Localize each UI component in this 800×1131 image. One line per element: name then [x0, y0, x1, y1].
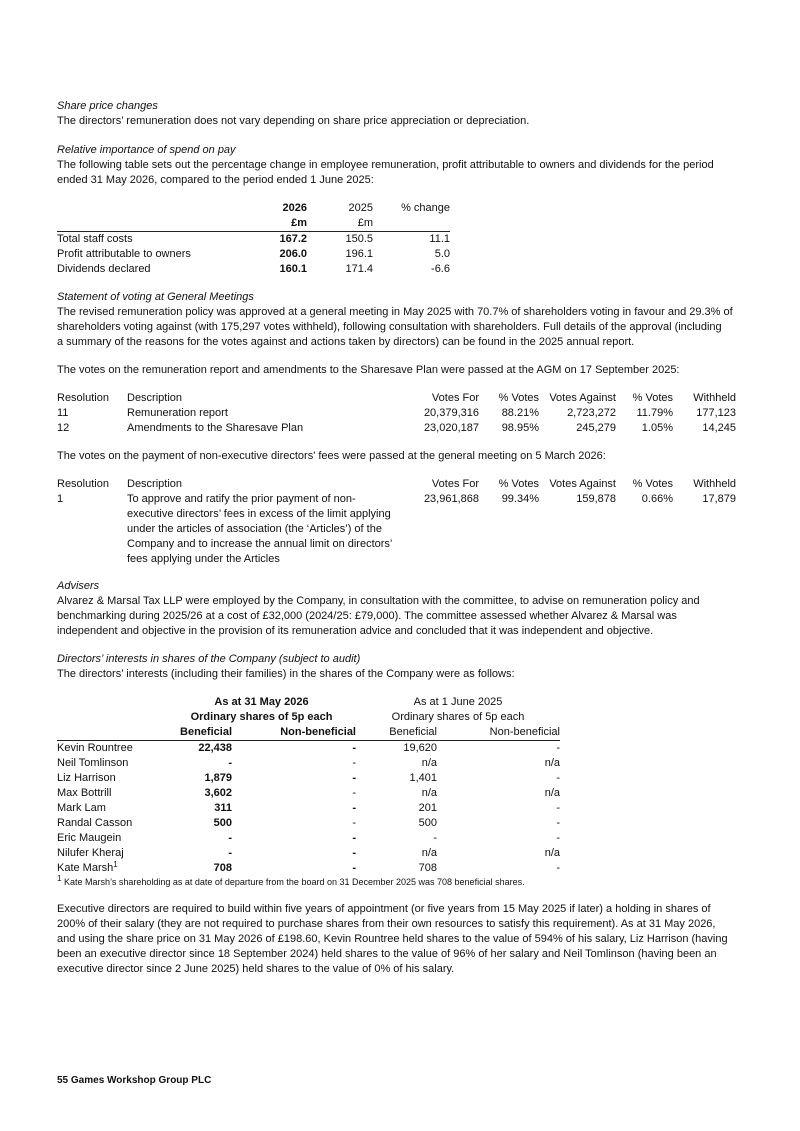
- description-line: fees applying under the Articles: [127, 553, 280, 565]
- voting-policy-line-3: a summary of the reasons for the votes against and actions taken by directors) can be found in the 2025 annual report.: [57, 336, 635, 348]
- gm-votes-table: [57, 477, 736, 567]
- pct-against: 11.79%: [636, 407, 673, 419]
- value-2026: 160.1: [279, 263, 307, 275]
- votes-against: 159,878: [576, 493, 616, 505]
- voting-policy-line-2: shareholders voting against (with 175,297 votes withheld), following consultation with shareholders. Full details of the approval (including: [57, 321, 722, 333]
- description-line: executive directors’ fees in excess of the limit applying: [127, 508, 391, 520]
- pct-against-header: % Votes: [632, 478, 673, 490]
- director-name: Neil Tomlinson: [57, 757, 129, 769]
- pct-for-header: % Votes: [498, 478, 539, 490]
- non-beneficial-2025: -: [556, 832, 560, 844]
- advisers-line-1: Alvarez & Marsal Tax LLP were employed by the Company, in consultation with the committee, to advise on remuneration policy and: [57, 595, 700, 607]
- col-2026-header: 2026: [282, 202, 307, 214]
- pct-for-header: % Votes: [498, 392, 539, 404]
- beneficial-2025: 19,620: [403, 742, 437, 754]
- non-beneficial-2026: -: [352, 817, 356, 829]
- description-header: Description: [127, 478, 183, 490]
- votes-for: 23,961,868: [423, 493, 479, 505]
- description-line: Company and to increase the annual limit on directors’: [127, 538, 393, 550]
- page-footer: 55 Games Workshop Group PLC: [57, 1075, 212, 1086]
- advisers-heading: Advisers: [57, 580, 100, 592]
- table-row: [57, 262, 450, 277]
- beneficial-2026: -: [228, 757, 232, 769]
- non-beneficial-2025: -: [556, 862, 560, 874]
- non-beneficial-2025-header: Non-beneficial: [437, 725, 560, 741]
- director-name: Randal Casson: [57, 817, 133, 829]
- row-label: Profit attributable to owners: [57, 248, 191, 260]
- beneficial-2026: 22,438: [198, 742, 232, 754]
- votes-for: 23,020,187: [423, 422, 479, 434]
- non-beneficial-2025: n/a: [544, 787, 560, 799]
- votes-against-header: Votes Against: [549, 392, 616, 404]
- director-name: Mark Lam: [57, 802, 106, 814]
- directors-interests-table: [57, 695, 560, 876]
- row-label: Dividends declared: [57, 263, 151, 275]
- non-beneficial-2025: n/a: [544, 847, 560, 859]
- beneficial-2026: 1,879: [204, 772, 232, 784]
- non-beneficial-2025: -: [556, 817, 560, 829]
- resolution-number: 11: [57, 407, 69, 419]
- value-change: 11.1: [429, 233, 450, 245]
- table-row: [57, 406, 736, 421]
- holding-line-1: Executive directors are required to build within five years of appointment (or five years from 15 May 2025 if later) a holding in shares of: [57, 903, 711, 915]
- director-name: Kevin Rountree: [57, 742, 133, 754]
- gm-votes-intro: The votes on the payment of non-executive directors' fees were passed at the general meeting on 5 March 2026:: [57, 450, 606, 462]
- relative-intro-line-2: ended 31 May 2026, compared to the period ended 1 June 2025:: [57, 174, 374, 186]
- director-name: Max Bottrill: [57, 787, 112, 799]
- footnote-marker: 1: [113, 860, 118, 869]
- holding-line-4: been an executive director since 18 September 2024) held shares to the value of 96% of her salary and Neil Tomlinson (having been an: [57, 948, 717, 960]
- holding-line-2: 200% of their salary (they are not required to purchase shares from their own resources to satisfy this requirement). As at 31 May 2026,: [57, 918, 716, 930]
- footnote-number: 1: [57, 874, 62, 883]
- table-row: [57, 756, 560, 771]
- agm-votes-intro: The votes on the remuneration report and amendments to the Sharesave Plan were passed at the AGM on 17 September 2025:: [57, 364, 680, 376]
- withheld-header: Withheld: [693, 478, 736, 490]
- votes-against-header: Votes Against: [549, 478, 616, 490]
- votes-for: 20,379,316: [423, 407, 479, 419]
- beneficial-2025: 500: [418, 817, 437, 829]
- resolution-description: Amendments to the Sharesave Plan: [127, 422, 304, 434]
- beneficial-2026: -: [228, 847, 232, 859]
- pct-for: 99.34%: [501, 493, 539, 505]
- voting-policy-line-1: The revised remuneration policy was approved at a general meeting in May 2025 with 70.7% of shareholders voting in favour and 29.3% of: [57, 306, 733, 318]
- votes-against: 2,723,272: [567, 407, 616, 419]
- resolution-description: Remuneration report: [127, 407, 228, 419]
- table-row: [57, 786, 560, 801]
- beneficial-2025: 708: [418, 862, 437, 874]
- relative-importance-table: [57, 201, 450, 277]
- advisers-line-2: benchmarking during 2025/26 at a cost of £32,000 (2024/25: £79,000). The committee assessed whether Alvarez & Marsal was: [57, 610, 677, 622]
- pct-against: 0.66%: [641, 493, 673, 505]
- director-name-text: Kate Marsh: [57, 862, 114, 874]
- non-beneficial-2025: n/a: [544, 757, 560, 769]
- value-change: -6.6: [431, 263, 450, 275]
- group-2026-header: As at 31 May 2026: [214, 696, 309, 708]
- group-2025-header: As at 1 June 2025: [413, 696, 503, 708]
- footnote-text: Kate Marsh’s shareholding as at date of departure from the board on 31 December 2025 was 708 beneficial shares.: [63, 877, 525, 887]
- votes-withheld: 177,123: [696, 407, 736, 419]
- director-name: Liz Harrison: [57, 772, 116, 784]
- interests-intro: The directors’ interests (including their families) in the shares of the Company were as follows:: [57, 668, 515, 680]
- non-beneficial-2025: -: [556, 772, 560, 784]
- beneficial-2026: 500: [213, 817, 232, 829]
- description-line: under the articles of association (the ‘Articles’) of the: [127, 523, 382, 535]
- table-row: [57, 741, 560, 757]
- value-2026: 167.2: [279, 233, 307, 245]
- table-row: [57, 247, 450, 262]
- group-2026-subheader: Ordinary shares of 5p each: [190, 711, 333, 723]
- beneficial-2026-header: Beneficial: [167, 725, 232, 741]
- col-2025-header: 2025: [348, 202, 373, 214]
- beneficial-2025: n/a: [421, 847, 437, 859]
- beneficial-2025: 1,401: [409, 772, 437, 784]
- non-beneficial-2026: -: [352, 802, 356, 814]
- report-page: [57, 99, 743, 977]
- beneficial-2025: n/a: [421, 787, 437, 799]
- director-name: Eric Maugein: [57, 832, 122, 844]
- votes-withheld: 17,879: [702, 493, 736, 505]
- beneficial-2026: 708: [213, 862, 232, 874]
- votes-for-header: Votes For: [431, 478, 479, 490]
- table-row: [57, 492, 736, 567]
- table-row: [57, 421, 736, 436]
- votes-withheld: 14,245: [702, 422, 736, 434]
- non-beneficial-2026: -: [352, 787, 356, 799]
- non-beneficial-2026: -: [352, 862, 356, 874]
- advisers-line-3: independent and objective in the provision of its remuneration advice and concluded that it was independent and objective.: [57, 625, 654, 637]
- resolution-number: 1: [57, 493, 64, 505]
- holding-line-5: executive director since 2 June 2025) held shares to the value of 0% of his salary.: [57, 963, 455, 975]
- table-row: [57, 816, 560, 831]
- pct-for: 88.21%: [501, 407, 539, 419]
- votes-against: 245,279: [576, 422, 616, 434]
- beneficial-2026: -: [228, 832, 232, 844]
- resolution-header: Resolution: [57, 392, 109, 404]
- pct-against: 1.05%: [641, 422, 673, 434]
- director-name: Nilufer Kheraj: [57, 847, 124, 859]
- table-row: [57, 232, 450, 248]
- non-beneficial-2026: -: [352, 847, 356, 859]
- beneficial-2025-header: Beneficial: [356, 725, 437, 741]
- non-beneficial-2026: -: [352, 832, 356, 844]
- unit-2025: £m: [307, 216, 373, 232]
- pct-for: 98.95%: [501, 422, 539, 434]
- share-price-heading: Share price changes: [57, 100, 158, 112]
- non-beneficial-2026-header: Non-beneficial: [232, 725, 356, 741]
- votes-for-header: Votes For: [431, 392, 479, 404]
- table-row: [57, 771, 560, 786]
- voting-heading: Statement of voting at General Meetings: [57, 291, 254, 303]
- withheld-header: Withheld: [693, 392, 736, 404]
- beneficial-2025: 201: [418, 802, 437, 814]
- table-row: [57, 801, 560, 816]
- non-beneficial-2025: -: [556, 742, 560, 754]
- share-price-text: The directors’ remuneration does not vary depending on share price appreciation or depreciation.: [57, 115, 530, 127]
- footnote: [57, 876, 743, 888]
- resolution-description: [127, 492, 397, 567]
- value-2025: 196.1: [345, 248, 373, 260]
- non-beneficial-2026: -: [352, 772, 356, 784]
- beneficial-2026: 311: [214, 802, 232, 814]
- value-2026: 206.0: [279, 248, 307, 260]
- holding-line-3: and using the share price on 31 May 2026 of £198.60, Kevin Rountree held shares to the value of 594% of his salary, Liz Harrison (having: [57, 933, 728, 945]
- value-change: 5.0: [434, 248, 450, 260]
- non-beneficial-2026: -: [352, 757, 356, 769]
- description-line: To approve and ratify the prior payment of non-: [127, 493, 356, 505]
- pct-against-header: % Votes: [632, 392, 673, 404]
- description-header: Description: [127, 392, 183, 404]
- resolution-header: Resolution: [57, 478, 109, 490]
- table-row: [57, 861, 560, 876]
- resolution-number: 12: [57, 422, 70, 434]
- non-beneficial-2025: -: [556, 802, 560, 814]
- col-change-header: % change: [401, 202, 450, 214]
- non-beneficial-2026: -: [352, 742, 356, 754]
- director-name: [57, 861, 167, 876]
- row-label: Total staff costs: [57, 233, 133, 245]
- value-2025: 171.4: [345, 263, 373, 275]
- relative-importance-heading: Relative importance of spend on pay: [57, 144, 236, 156]
- table-row: [57, 846, 560, 861]
- beneficial-2026: 3,602: [204, 787, 232, 799]
- beneficial-2025: n/a: [421, 757, 437, 769]
- beneficial-2025: -: [433, 832, 437, 844]
- unit-2026: £m: [247, 216, 307, 232]
- relative-intro-line-1: The following table sets out the percentage change in employee remuneration, profit attributable to owners and dividends for the period: [57, 159, 714, 171]
- agm-votes-table: [57, 391, 736, 436]
- value-2025: 150.5: [345, 233, 373, 245]
- group-2025-subheader: Ordinary shares of 5p each: [391, 711, 525, 723]
- table-row: [57, 831, 560, 846]
- interests-heading: Directors’ interests in shares of the Company (subject to audit): [57, 653, 361, 665]
